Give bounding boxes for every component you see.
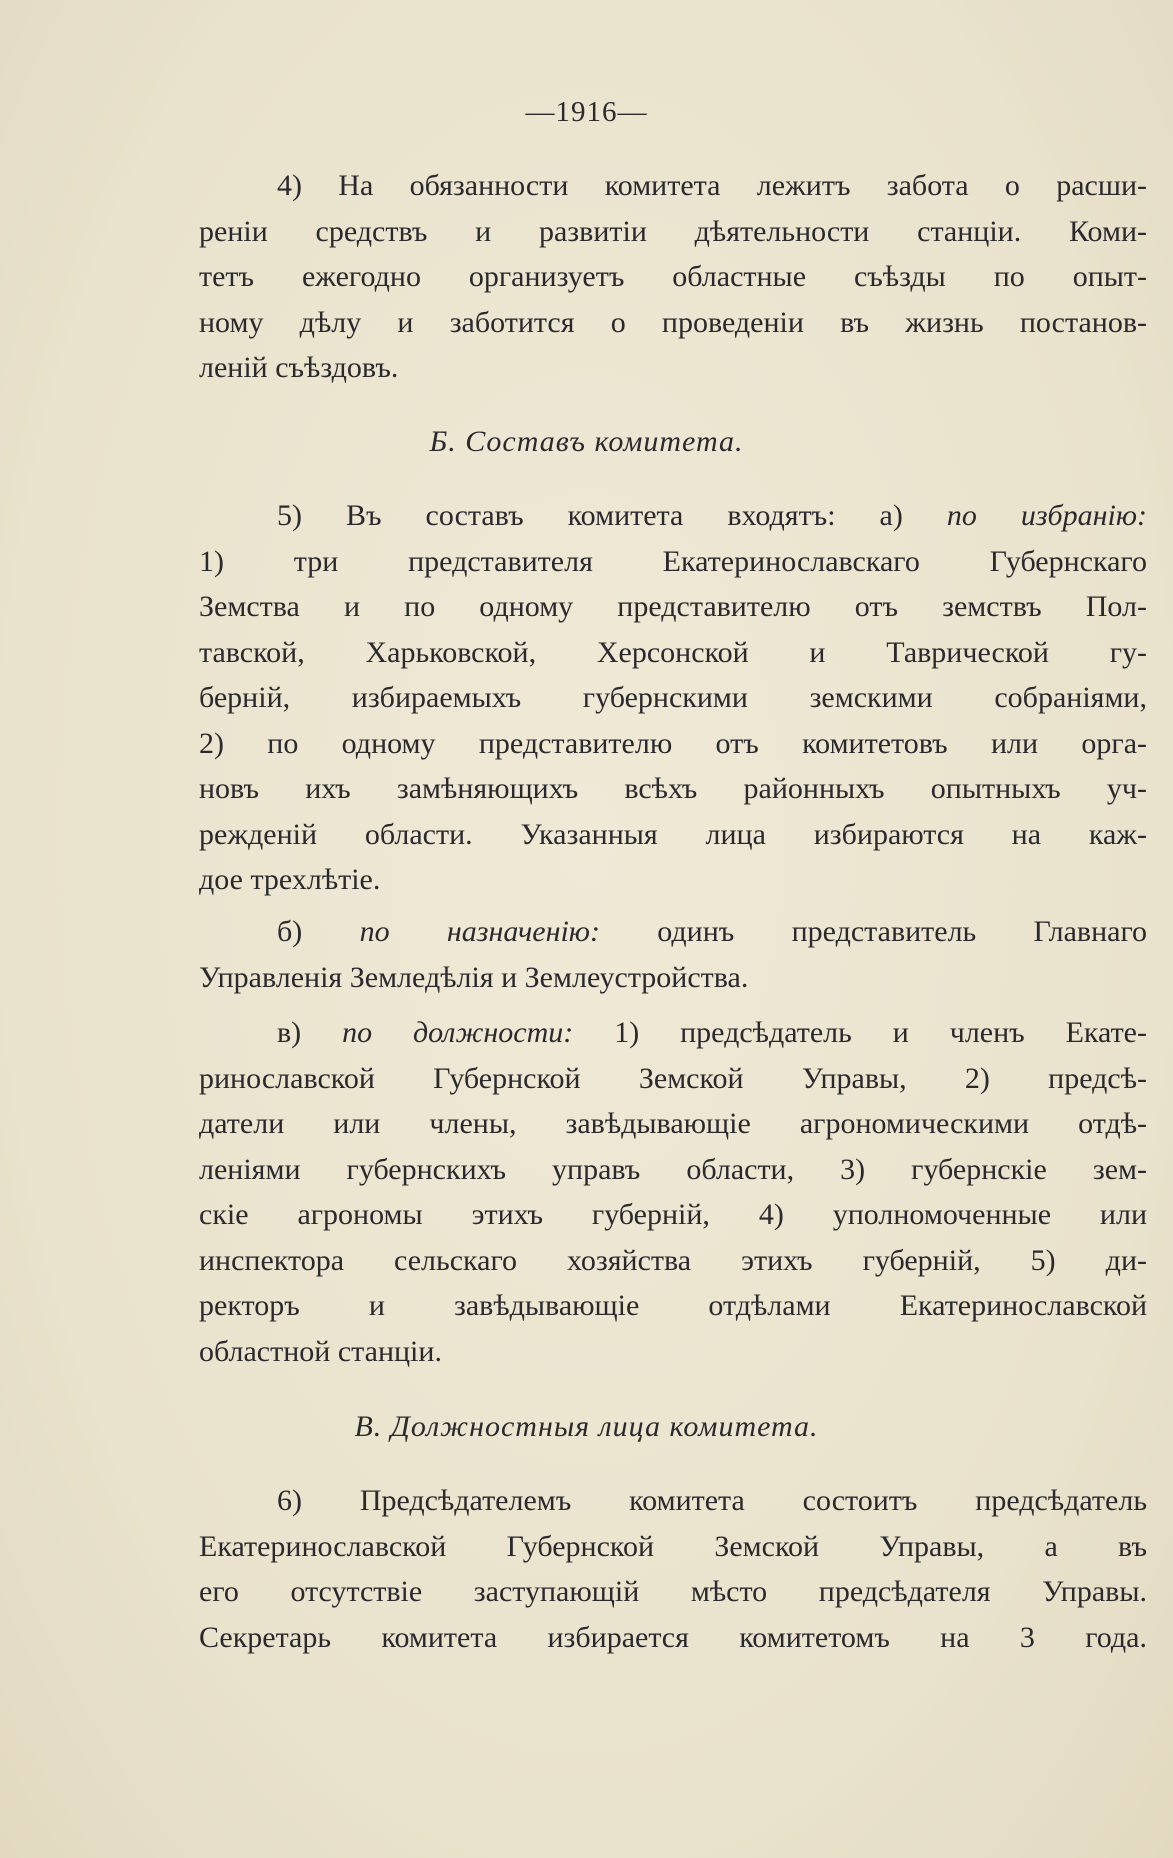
italic-term: по должности: bbox=[342, 1016, 574, 1049]
text-line: берній, избираемыхъ губернскими земскими собраніями, bbox=[199, 681, 1147, 714]
text-fragment: одинъ представитель Главнаго bbox=[657, 915, 1148, 948]
text-fragment: 5) Въ составъ комитета входятъ: а) bbox=[277, 499, 903, 532]
text-line: скіе агрономы этихъ губерній, 4) уполномоченные или bbox=[199, 1198, 1147, 1231]
section-heading-v: В. Должностныя лица комитета. bbox=[354, 1410, 819, 1443]
page-number: —1916— bbox=[525, 96, 648, 128]
text-line: Секретарь комитета избирается комитетомъ на 3 года. bbox=[199, 1620, 1147, 1654]
text-fragment: в) bbox=[277, 1016, 302, 1049]
text-line: Управленія Земледѣлія и Землеустройства. bbox=[199, 960, 749, 994]
text-line: 1) три представителя Екатеринославскаго Губернскаго bbox=[199, 544, 1147, 578]
italic-term: по назначенію: bbox=[359, 915, 600, 948]
text-line: тетъ ежегодно организуетъ областные съѣзды по опыт- bbox=[199, 260, 1147, 293]
text-line: леніями губернскихъ управъ области, 3) губернскіе зем- bbox=[199, 1152, 1147, 1186]
text-line: датели или члены, завѣдывающіе агрономическими отдѣ- bbox=[199, 1107, 1147, 1140]
text-line: 6) Предсѣдателемъ комитета состоитъ предсѣдатель bbox=[277, 1484, 1147, 1517]
text-fragment: б) bbox=[277, 915, 303, 948]
paragraph-5c bbox=[199, 1010, 1147, 1374]
paragraph-5 bbox=[199, 493, 1147, 903]
text-line: ринославской Губернской Земской Управы, 2) предсѣ- bbox=[199, 1061, 1147, 1095]
text-line: областной станціи. bbox=[199, 1334, 442, 1368]
text-line: Земства и по одному представителю отъ земствъ Пол- bbox=[199, 590, 1147, 623]
section-heading-b: Б. Составъ комитета. bbox=[429, 425, 744, 458]
text-line: реніи средствъ и развитіи дѣятельности станціи. Коми- bbox=[199, 214, 1147, 248]
paragraph-5b bbox=[199, 909, 1147, 1000]
text-line: 4) На обязанности комитета лежитъ забота о расши- bbox=[277, 169, 1147, 202]
text-fragment: 1) предсѣдатель и членъ Екате- bbox=[614, 1016, 1147, 1049]
text-line bbox=[199, 493, 1147, 539]
text-line: ному дѣлу и заботится о проведеніи въ жизнь постанов- bbox=[199, 305, 1147, 339]
text-line: новъ ихъ замѣняющихъ всѣхъ районныхъ опытныхъ уч- bbox=[199, 772, 1147, 805]
text-line bbox=[199, 1010, 1147, 1056]
text-line: режденій области. Указанныя лица избираются на каж- bbox=[199, 817, 1147, 851]
text-line: инспектора сельскаго хозяйства этихъ губерній, 5) ди- bbox=[199, 1243, 1147, 1277]
text-line: ректоръ и завѣдывающіе отдѣлами Екатеринославской bbox=[199, 1289, 1147, 1322]
text-line: 2) по одному представителю отъ комитетовъ или орга- bbox=[199, 726, 1147, 760]
text-line: тавской, Харьковской, Херсонской и Таврической гу- bbox=[199, 635, 1147, 669]
text-line bbox=[199, 909, 1147, 955]
italic-term: по избранію: bbox=[946, 499, 1147, 532]
text-line: дое трехлѣтіе. bbox=[199, 863, 381, 896]
text-line: Екатеринославской Губернской Земской Управы, а въ bbox=[199, 1529, 1147, 1563]
paragraph-6 bbox=[199, 1478, 1147, 1660]
text-line: леній съѣздовъ. bbox=[199, 351, 399, 384]
text-line: его отсутствіе заступающій мѣсто предсѣдателя Управы. bbox=[199, 1575, 1147, 1608]
paragraph-4 bbox=[199, 163, 1147, 391]
